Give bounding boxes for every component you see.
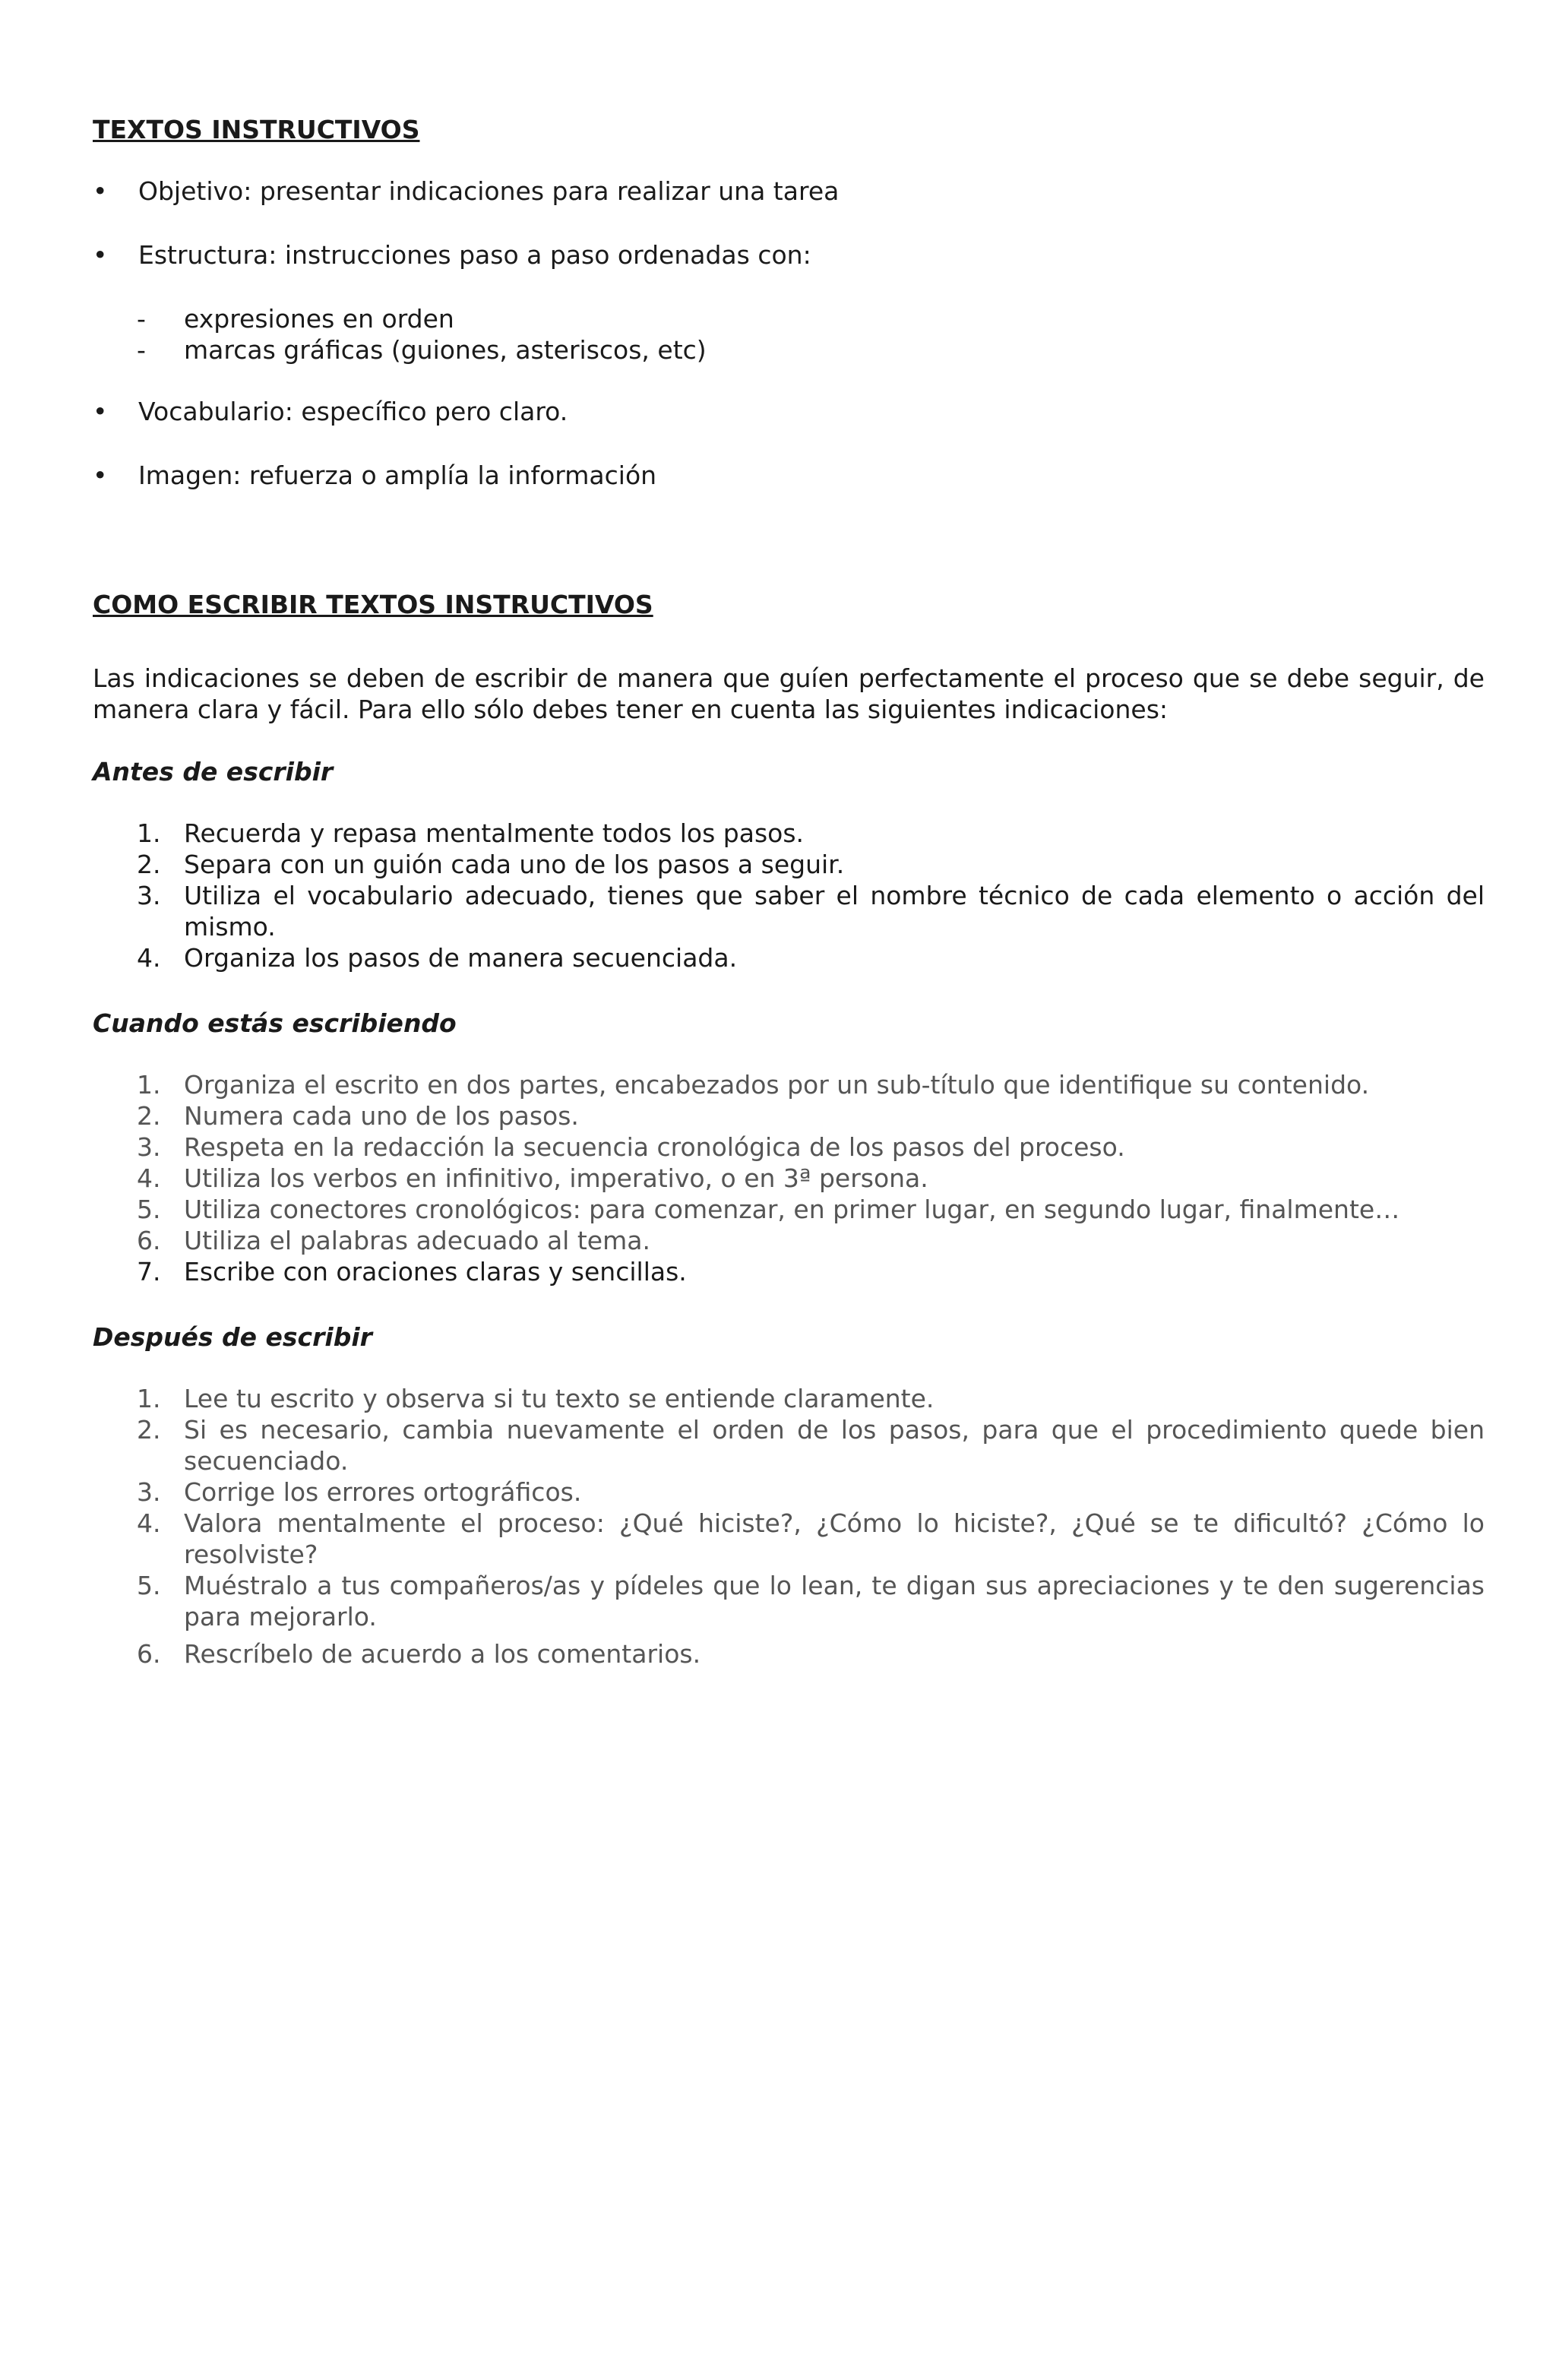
list-item: 6. Rescríbelo de acuerdo a los comentarios. bbox=[137, 1639, 701, 1669]
list-item: 4. Utiliza los verbos en infinitivo, imperativo, o en 3ª persona. bbox=[137, 1163, 928, 1193]
document-page bbox=[93, 114, 1485, 1669]
subheading-despues: Después de escribir bbox=[93, 1322, 372, 1352]
steps-durante bbox=[93, 1069, 1485, 1287]
bullet-list bbox=[93, 176, 1485, 271]
list-item: 2. Separa con un guión cada uno de los pasos a seguir. bbox=[137, 850, 845, 879]
dash-list bbox=[93, 303, 1485, 366]
list-item: 7. Escribe con oraciones claras y sencillas. bbox=[137, 1257, 687, 1287]
bullet-estructura: • Estructura: instrucciones paso a paso ordenadas con: bbox=[93, 239, 1485, 271]
list-item: 4. Organiza los pasos de manera secuenciada. bbox=[137, 943, 738, 973]
list-item: 3. Corrige los errores ortográficos. bbox=[137, 1477, 582, 1507]
list-item: 3. Respeta en la redacción la secuencia cronológica de los pasos del proceso. bbox=[137, 1132, 1125, 1162]
list-item: 2. Si es necesario, cambia nuevamente el orden de los pasos, para que el procedimiento quede bien secuenciado. bbox=[137, 1415, 1485, 1476]
bullet-objetivo: • Objetivo: presentar indicaciones para realizar una tarea bbox=[93, 176, 1485, 207]
bullet-list-2 bbox=[93, 396, 1485, 491]
list-item: 2. Numera cada uno de los pasos. bbox=[137, 1101, 579, 1131]
list-item: 1. Lee tu escrito y observa si tu texto se entiende claramente. bbox=[137, 1384, 935, 1413]
list-item: 4. Valora mentalmente el proceso: ¿Qué hiciste?, ¿Cómo lo hiciste?, ¿Qué se te dificultó? ¿Cómo lo resolviste? bbox=[137, 1508, 1485, 1569]
list-item: 5. Muéstralo a tus compañeros/as y pídeles que lo lean, te digan sus apreciaciones y te den sugerencias para mejorarlo. bbox=[137, 1571, 1485, 1632]
subheading-durante: Cuando estás escribiendo bbox=[93, 1008, 457, 1038]
dash-item: - expresiones en orden bbox=[93, 303, 1485, 334]
section-title-como-escribir: COMO ESCRIBIR TEXTOS INSTRUCTIVOS bbox=[93, 590, 653, 619]
steps-antes bbox=[93, 818, 1485, 973]
intro-paragraph: Las indicaciones se deben de escribir de manera que guíen perfectamente el proceso que se debe seguir, de manera clara y fácil. Para ello sólo debes tener en cuenta las siguientes indicaciones: bbox=[93, 663, 1485, 724]
subheading-antes: Antes de escribir bbox=[93, 757, 334, 786]
dash-item: - marcas gráficas (guiones, asteriscos, etc) bbox=[93, 334, 1485, 366]
list-item: 6. Utiliza el palabras adecuado al tema. bbox=[137, 1226, 650, 1255]
list-item: 5. Utiliza conectores cronológicos: para comenzar, en primer lugar, en segundo lugar, finalmente… bbox=[137, 1195, 1400, 1224]
list-item: 1. Organiza el escrito en dos partes, encabezados por un sub-título que identifique su contenido. bbox=[137, 1070, 1370, 1100]
bullet-vocabulario: • Vocabulario: específico pero claro. bbox=[93, 396, 1485, 427]
steps-despues bbox=[93, 1383, 1485, 1669]
section-title-textos-instructivos: TEXTOS INSTRUCTIVOS bbox=[93, 115, 420, 144]
list-item: 3. Utiliza el vocabulario adecuado, tienes que saber el nombre técnico de cada elemento o acción del mismo. bbox=[137, 881, 1485, 942]
list-item: 1. Recuerda y repasa mentalmente todos los pasos. bbox=[137, 818, 805, 848]
bullet-imagen: • Imagen: refuerza o amplía la información bbox=[93, 460, 1485, 491]
